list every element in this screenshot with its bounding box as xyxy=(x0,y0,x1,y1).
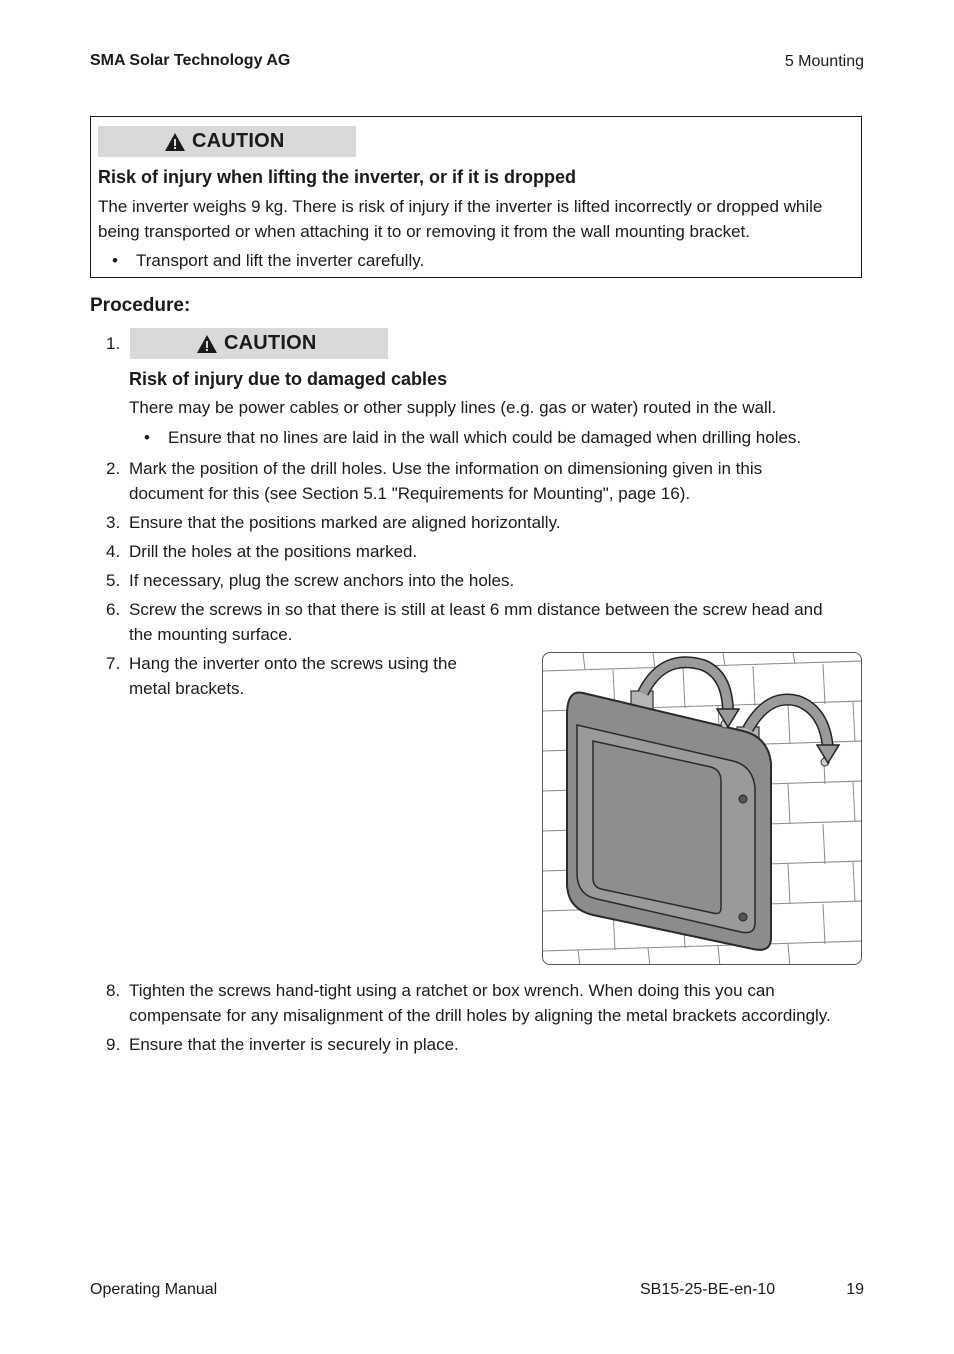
header-section: 5 Mounting xyxy=(784,53,864,70)
step5-text: If necessary, plug the screw anchors into the holes. xyxy=(129,571,515,590)
step-number: 7. xyxy=(106,654,121,673)
step1-body: There may be power cables or other supply lines (e.g. gas or water) routed in the wall. xyxy=(129,398,777,417)
step4-text: Drill the holes at the positions marked. xyxy=(129,542,418,561)
step8-line2: compensate for any misalignment of the drill holes by aligning the metal brackets accordingly. xyxy=(129,1006,831,1025)
footer-page-number: 19 xyxy=(846,1281,864,1298)
step7-line1: Hang the inverter onto the screws using the xyxy=(129,654,457,673)
caution-body-line2: being transported or when attaching it to or removing it from the wall mounting bracket. xyxy=(98,222,751,241)
step2-line1: Mark the position of the drill holes. Use the information on dimensioning given in this xyxy=(129,459,763,478)
step1-caution-bar xyxy=(130,328,388,359)
step1-bullet: • Ensure that no lines are laid in the wall which could be damaged when drilling holes. xyxy=(144,428,802,447)
caution-bar xyxy=(98,126,356,157)
inverter-wall-drawing xyxy=(543,653,862,965)
step1-title: Risk of injury due to damaged cables xyxy=(129,369,448,389)
caution-title: Risk of injury when lifting the inverter, or if it is dropped xyxy=(98,167,577,187)
step7-line2: metal brackets. xyxy=(129,679,245,698)
step3-text: Ensure that the positions marked are aligned horizontally. xyxy=(129,513,561,532)
step-number: 4. xyxy=(106,542,121,561)
footer-manual: Operating Manual xyxy=(90,1281,218,1298)
mounting-illustration xyxy=(542,652,862,965)
step6-line2: the mounting surface. xyxy=(129,625,293,644)
step2-line2: document for this (see Section 5.1 "Requirements for Mounting", page 16). xyxy=(129,484,691,503)
caution-bullet: • Transport and lift the inverter carefully. xyxy=(112,251,425,270)
caution-body-line1: The inverter weighs 9 kg. There is risk of injury if the inverter is lifted incorrectly or dropped while xyxy=(98,197,823,216)
step9-text: Ensure that the inverter is securely in place. xyxy=(129,1035,459,1054)
procedure-heading: Procedure: xyxy=(90,295,191,316)
caution-label: CAUTION xyxy=(192,130,285,152)
header-company: SMA Solar Technology AG xyxy=(90,52,291,69)
step-number: 2. xyxy=(106,459,121,478)
step1-caution-label: CAUTION xyxy=(224,332,317,354)
step-number: 5. xyxy=(106,571,121,590)
step-number: 3. xyxy=(106,513,121,532)
warning-icon xyxy=(196,334,218,354)
step-number: 8. xyxy=(106,981,121,1000)
step6-line1: Screw the screws in so that there is still at least 6 mm distance between the screw head and xyxy=(129,600,823,619)
step-number: 1. xyxy=(106,334,121,353)
step8-line1: Tighten the screws hand-tight using a ratchet or box wrench. When doing this you can xyxy=(129,981,775,1000)
step-number: 6. xyxy=(106,600,121,619)
warning-icon xyxy=(164,132,186,152)
step-number: 9. xyxy=(106,1035,121,1054)
footer-doc-code: SB15-25-BE-en-10 xyxy=(640,1281,776,1298)
